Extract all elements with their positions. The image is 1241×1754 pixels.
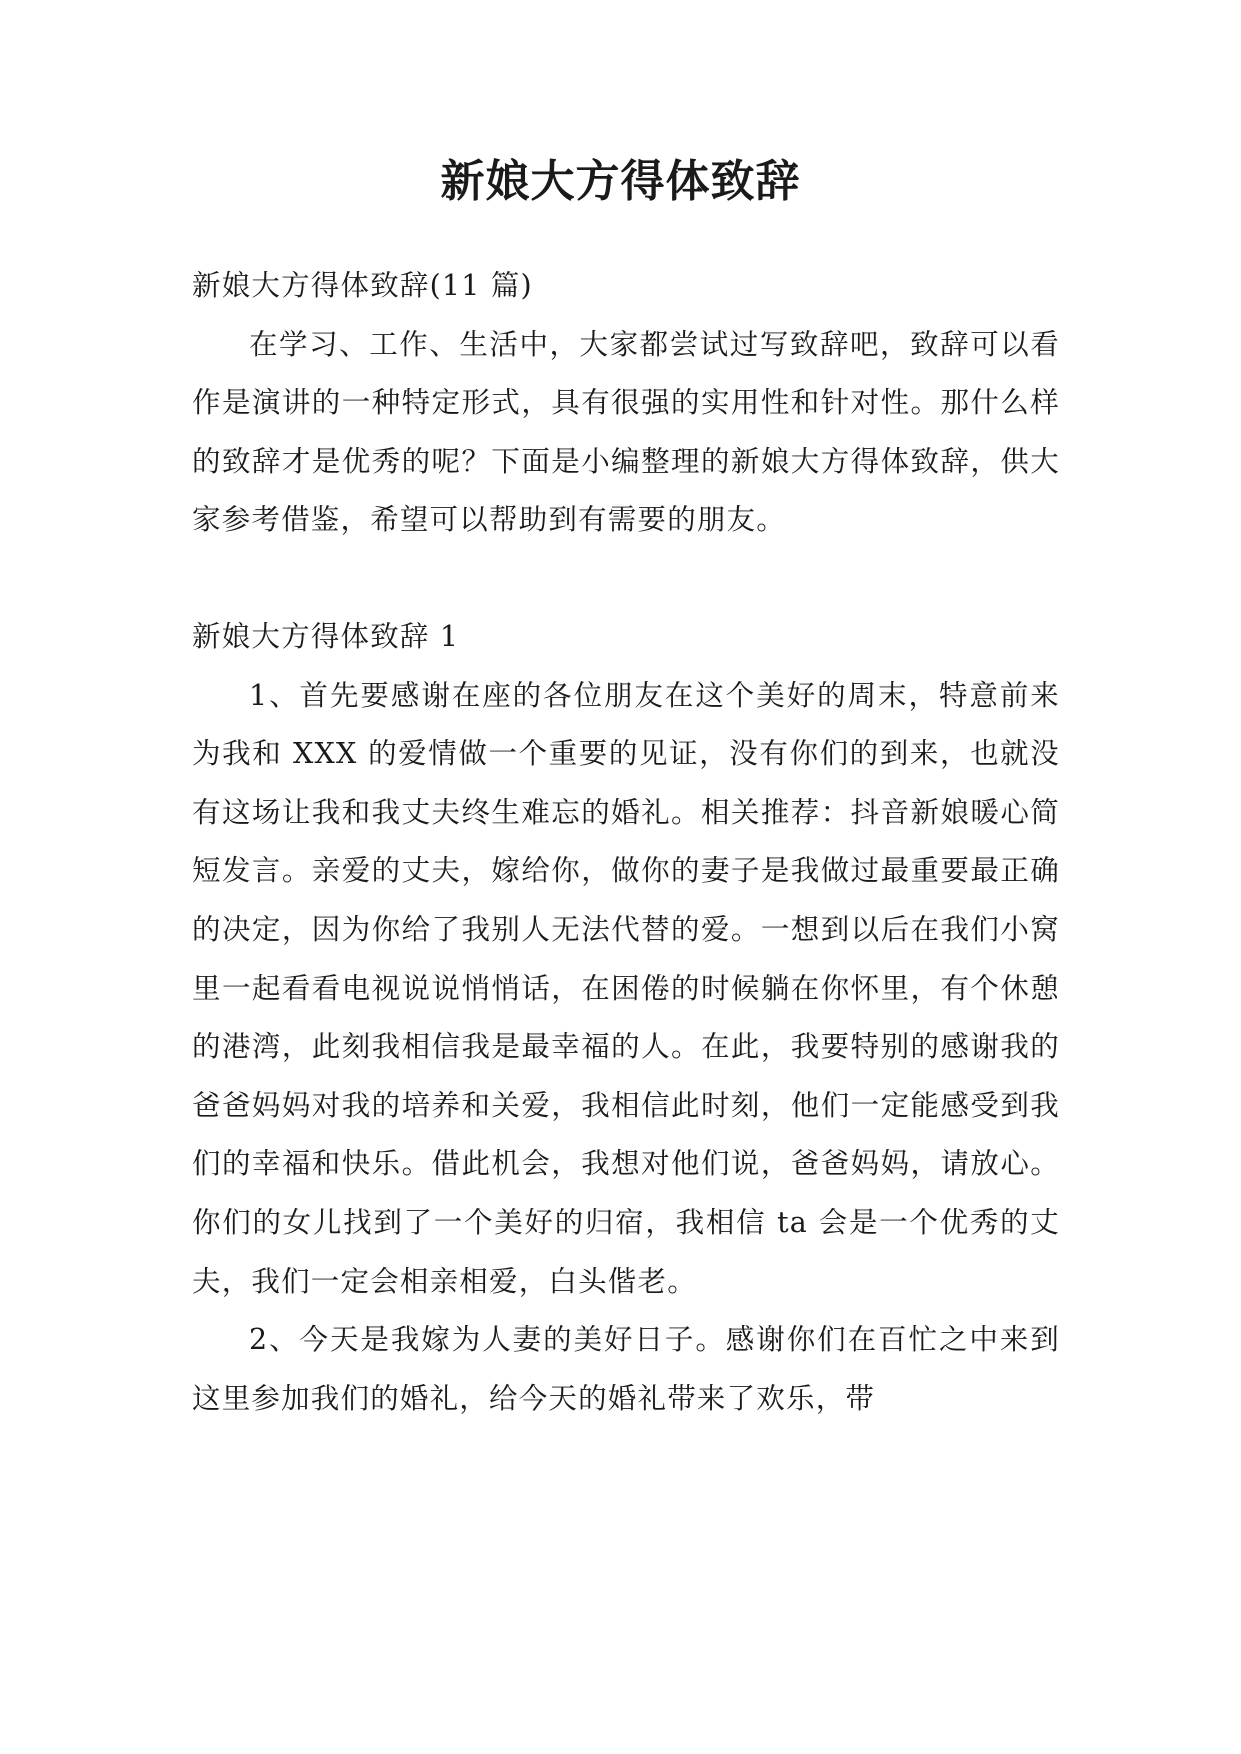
body-paragraph: 1、首先要感谢在座的各位朋友在这个美好的周末，特意前来为我和 XXX 的爱情做一个重要的见证，没有你们的到来，也就没有这场让我和我丈夫终生难忘的婚礼。相关推荐：抖音新娘暖心简短发言。亲爱的丈夫，嫁给你，做你的妻子是我做过最重要最正确的决定，因为你给了我别人无法代替的爱。一想到以后在我们小窝里一起看看电视说说悄悄话，在困倦的时候躺在你怀里，有个休憩的港湾，此刻我相信我是最幸福的人。在此，我要特别的感谢我的爸爸妈妈对我的培养和关爱，我相信此时刻，他们一定能感受到我们的幸福和快乐。借此机会，我想对他们说，爸爸妈妈，请放心。你们的女儿找到了一个美好的归宿，我相信 ta 会是一个优秀的丈夫，我们一定会相亲相爱，白头偕老。 <box>192 678 1060 1298</box>
document-title: 新娘大方得体致辞 <box>440 156 801 207</box>
section-spacer <box>192 550 1060 608</box>
section-heading: 新娘大方得体致辞 1 <box>192 619 460 653</box>
body-paragraph: 2、今天是我嫁为人妻的美好日子。感谢你们在百忙之中来到这里参加我们的婚礼，给今天的婚礼带来了欢乐，带 <box>192 1323 1060 1415</box>
intro-paragraph: 在学习、工作、生活中，大家都尝试过写致辞吧，致辞可以看作是演讲的一种特定形式，具有很强的实用性和针对性。那什么样的致辞才是优秀的呢？下面是小编整理的新娘大方得体致辞，供大家参考借鉴，希望可以帮助到有需要的朋友。 <box>192 327 1060 537</box>
document-subtitle: 新娘大方得体致辞(11 篇) <box>192 269 533 302</box>
document-body <box>192 257 1060 1428</box>
